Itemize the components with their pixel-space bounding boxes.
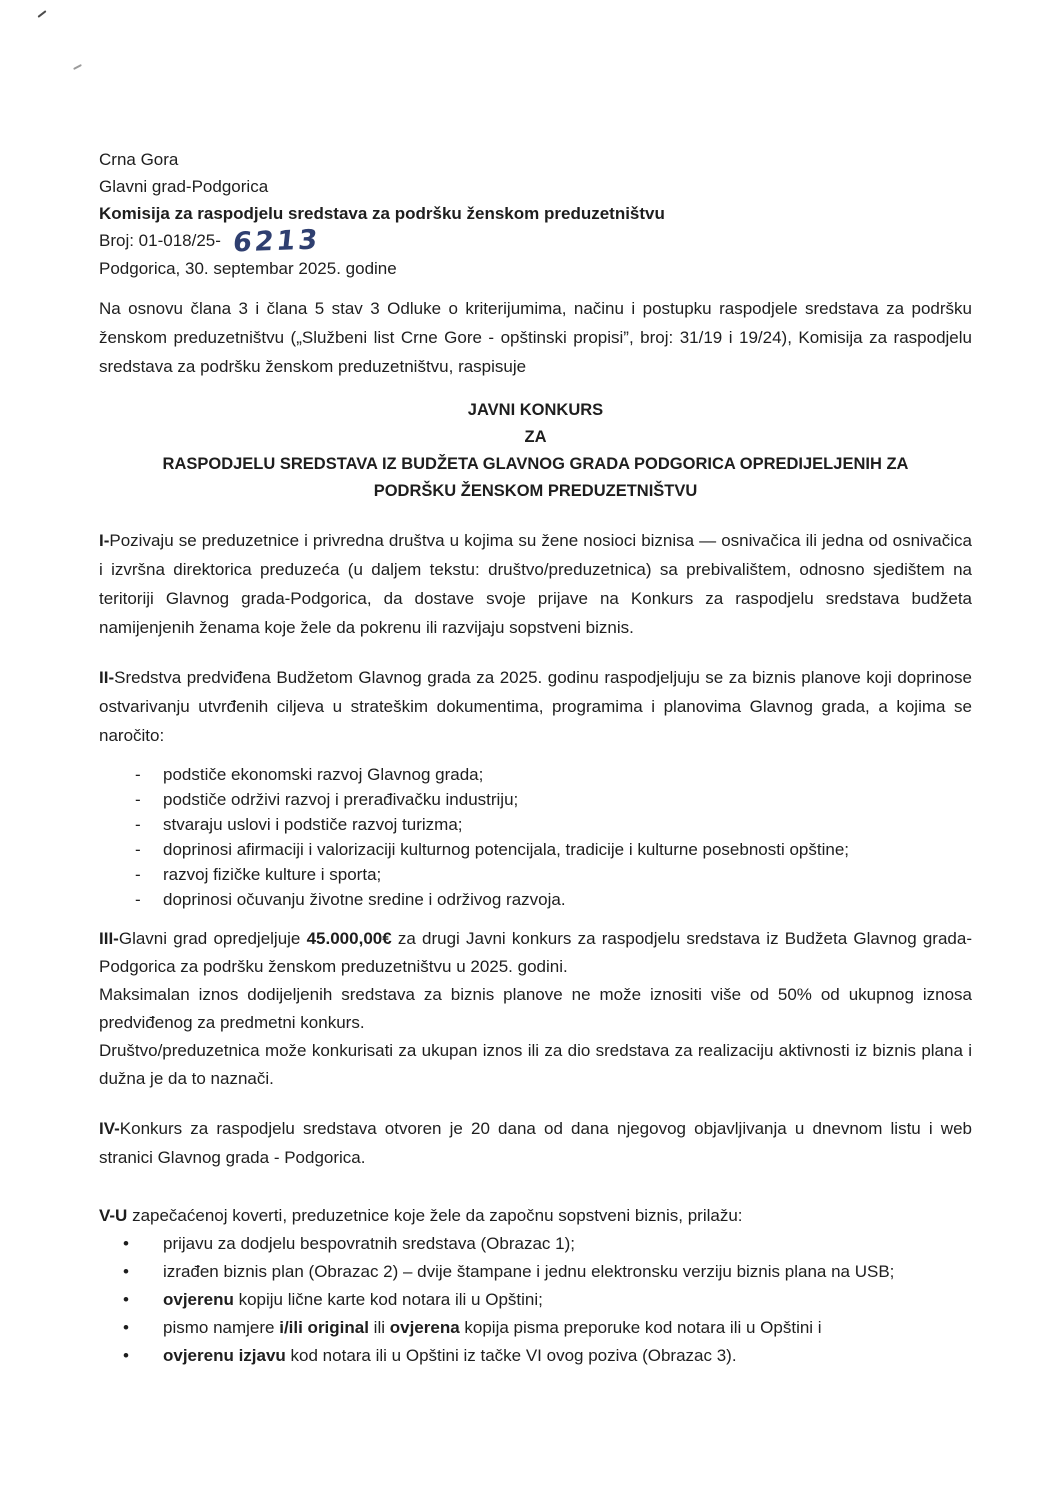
dot-bullet-icon: • [123, 1318, 129, 1337]
goals-list-item [99, 812, 972, 837]
dot-bullet-icon: • [123, 1234, 129, 1253]
goals-item-text: podstiče održivi razvoj i prerađivačku industriju; [163, 790, 519, 809]
handwritten-case-number: 6213 [231, 224, 322, 259]
document-title [99, 397, 972, 505]
header-place-date: Podgorica, 30. septembar 2025. godine [99, 259, 397, 278]
title-line-1: JAVNI KONKURS [467, 401, 604, 419]
documents-item-text: ovjerenu izjavu kod notara ili u Opštini iz tačke VI ovog poziva (Obrazac 3). [163, 1346, 737, 1365]
section-3-paragraph-3: Društvo/preduzetnica može konkurisati za ukupan iznos ili za dio sredstava za realizaciju aktivnosti iz biznis plana i dužna je da to naznači. [99, 1041, 972, 1088]
goals-item-text: doprinosi očuvanju životne sredine i održivog razvoja. [163, 890, 566, 909]
goals-item-text: razvoj fizičke kulture i sporta; [163, 865, 382, 884]
dash-bullet-icon: - [135, 865, 141, 884]
title-line-2: ZA [524, 428, 547, 446]
section-1-paragraph: I-Pozivaju se preduzetnice i privredna društva u kojima su žene nosioci biznisa — osnivačica ili jedna od osnivačica i izvršna direktorica preduzeća (u daljem tekstu: društvo/preduzetnica) sa prebivalištem, odnosno sjedištem na teritoriji Glavnog grada-Podgorica, da dostave svoje prijave na Konkurs za raspodjelu sredstava budžeta namijenjenih ženama koje žele da pokrenu ili razvijaju sopstveni biznis. [99, 531, 972, 637]
documents-list-item [99, 1230, 972, 1258]
header-commission: Komisija za raspodjelu sredstava za podršku ženskom preduzetništvu [99, 204, 665, 223]
section-5-paragraph: V-U zapečaćenoj koverti, preduzetnice koje žele da započnu sopstveni biznis, prilažu: [99, 1206, 743, 1225]
dot-bullet-icon: • [123, 1262, 129, 1281]
scan-artifact [73, 64, 82, 70]
documents-list-item [99, 1258, 972, 1286]
dot-bullet-icon: • [123, 1290, 129, 1309]
documents-list-item [99, 1342, 972, 1370]
dash-bullet-icon: - [135, 815, 141, 834]
goals-list-item [99, 862, 972, 887]
required-documents-list [99, 1230, 972, 1370]
intro-paragraph: Na osnovu člana 3 i člana 5 stav 3 Odluke o kriterijumima, načinu i postupku raspodjele sredstava za podršku ženskom preduzetništvu („Službeni list Crne Gore - opštinski propisi”, broj: 31/19 i 19/24), Komisija za raspodjelu sredstava za podršku ženskom preduzetništvu, raspisuje [99, 299, 972, 376]
section-3-paragraph-1: III-Glavni grad opredjeljuje 45.000,00€ za drugi Javni konkurs za raspodjelu sredstava iz Budžeta Glavnog grada-Podgorica za podršku ženskom preduzetništvu u 2025. godini. [99, 929, 972, 976]
section-2-paragraph: II-Sredstva predviđena Budžetom Glavnog grada za 2025. godinu raspodjeljuju se za biznis planove koji doprinose ostvarivanju utvrđenih ciljeva u strateškim dokumentima, programima i planovima Glavnog grada, a kojima se naročito: [99, 668, 972, 745]
title-line-4: PODRŠKU ŽENSKOM PREDUZETNIŠTVU [373, 482, 698, 500]
dot-bullet-icon: • [123, 1346, 129, 1365]
header-country: Crna Gora [99, 150, 179, 169]
dash-bullet-icon: - [135, 765, 141, 784]
goals-list-item [99, 787, 972, 812]
goals-list-item [99, 887, 972, 912]
goals-list [99, 762, 972, 912]
section-3 [99, 925, 972, 1093]
section-4-paragraph: IV-Konkurs za raspodjelu sredstava otvoren je 20 dana od dana njegovog objavljivanja u dnevnom listu i web stranici Glavnog grada - Podgorica. [99, 1119, 972, 1167]
documents-item-text: prijavu za dodjelu bespovratnih sredstava (Obrazac 1); [163, 1234, 575, 1253]
title-line-3: RASPODJELU SREDSTAVA IZ BUDŽETA GLAVNOG GRADA PODGORICA OPREDIJELJENIH ZA [162, 455, 909, 473]
goals-item-text: podstiče ekonomski razvoj Glavnog grada; [163, 765, 484, 784]
scan-artifact [37, 10, 46, 18]
goals-item-text: doprinosi afirmaciji i valorizaciji kulturnog potencijala, tradicije i kulturne posebnosti opštine; [163, 840, 850, 859]
document-header [99, 146, 972, 282]
section-3-paragraph-2: Maksimalan iznos dodijeljenih sredstava za biznis planove ne može iznositi više od 50% od ukupnog iznosa predviđenog za predmetni konkurs. [99, 985, 972, 1032]
documents-item-text: izrađen biznis plan (Obrazac 2) – dvije štampane i jednu elektronsku verziju biznis plana na USB; [163, 1262, 895, 1281]
dash-bullet-icon: - [135, 790, 141, 809]
documents-item-text: ovjerenu kopiju lične karte kod notara ili u Opštini; [163, 1290, 543, 1309]
dash-bullet-icon: - [135, 890, 141, 909]
dash-bullet-icon: - [135, 840, 141, 859]
header-number-label: Broj: 01-018/25- [99, 231, 221, 250]
goals-item-text: stvaraju uslovi i podstiče razvoj turizma; [163, 815, 463, 834]
header-city: Glavni grad-Podgorica [99, 177, 269, 196]
documents-list-item [99, 1314, 972, 1342]
goals-list-item [99, 837, 972, 862]
header-number-line [99, 224, 972, 259]
documents-list-item [99, 1286, 972, 1314]
documents-item-text: pismo namjere i/ili original ili ovjerena kopija pisma preporuke kod notara ili u Opštini i [163, 1318, 822, 1337]
goals-list-item [99, 762, 972, 787]
